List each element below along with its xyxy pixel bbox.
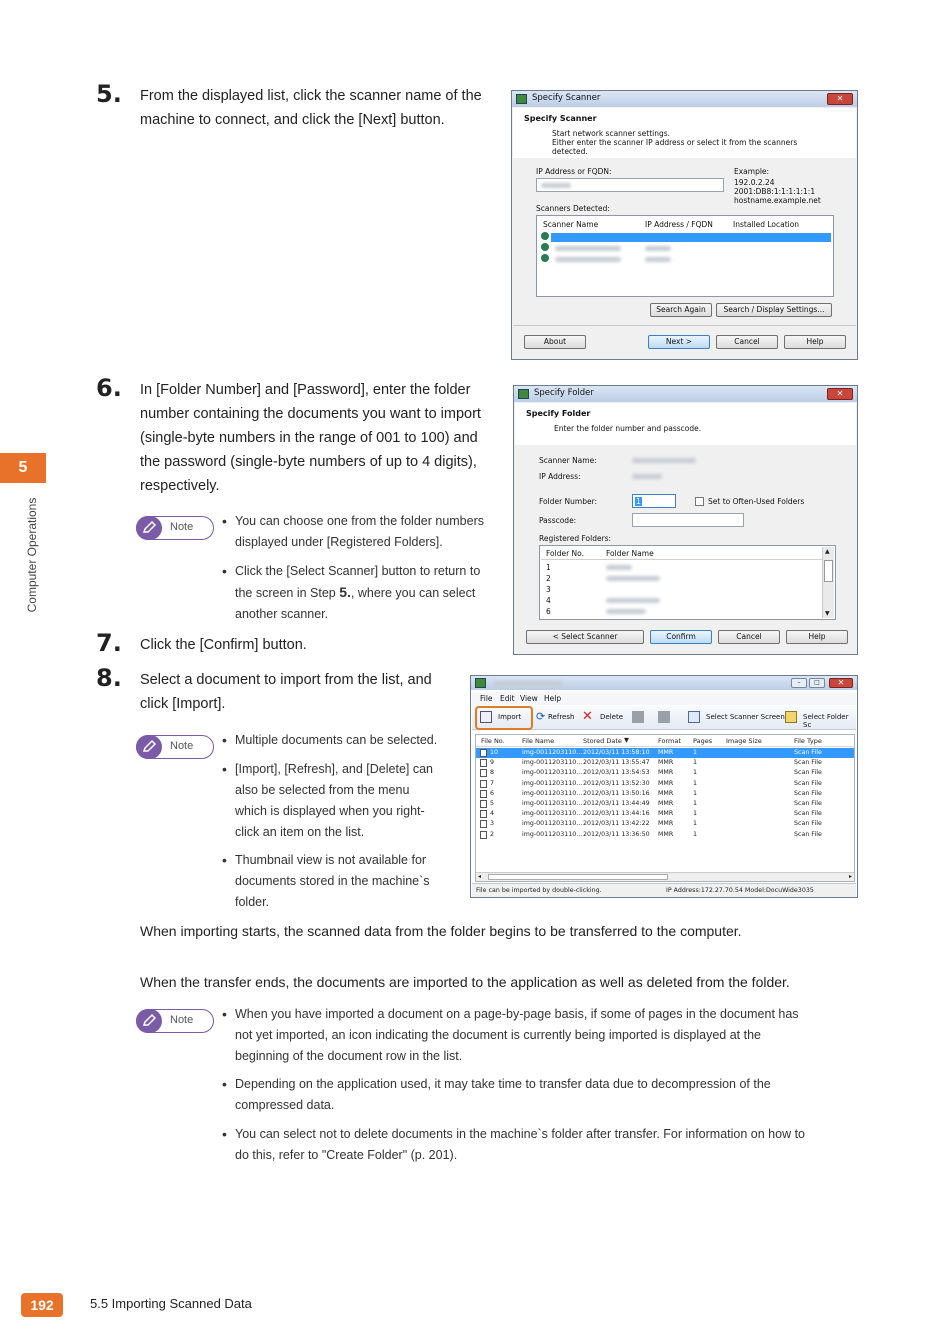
page-number: 192: [21, 1293, 63, 1317]
document-row[interactable]: [476, 830, 854, 840]
final-note-bullet-1: • When you have imported a document on a page-by-page basis, if some of pages in the document has not yet imported, an icon indicating the document is currently being imported is displayed at the beginning of the document row in the list.: [235, 1004, 799, 1067]
search-display-settings-button[interactable]: Search / Display Settings...: [716, 303, 832, 317]
step-6-text: In [Folder Number] and [Password], enter the folder number containing the documents you want to import (single-byte numbers in the range of 001 to 100) and the password (single-byte numbers of up to 4 digits), respectively.: [140, 382, 481, 494]
cell-pages: 1: [693, 769, 698, 777]
document-list[interactable]: [475, 734, 855, 882]
cell-format: MMR: [658, 789, 674, 797]
scroll-thumb[interactable]: [824, 560, 833, 582]
status-left: File can be imported by double-clicking.: [476, 887, 602, 894]
specify-scanner-window: [511, 90, 858, 360]
column-ip-address[interactable]: IP Address / FQDN: [645, 220, 713, 229]
document-icon: [480, 780, 487, 788]
document-icon: [480, 749, 487, 757]
sort-down-icon[interactable]: ▼: [624, 736, 629, 744]
document-icon: [480, 759, 487, 767]
refresh-button[interactable]: Refresh: [548, 713, 575, 721]
document-row[interactable]: [476, 758, 854, 768]
cell-format: MMR: [658, 759, 674, 767]
dialog-heading: Specify Folder: [526, 409, 591, 418]
help-button[interactable]: Help: [786, 630, 848, 644]
cell-name: img-0011203110...: [522, 779, 583, 787]
cell-type: Scan File: [794, 769, 822, 777]
select-scanner-button[interactable]: < Select Scanner: [526, 630, 644, 644]
cell-no: 4: [490, 810, 495, 818]
scroll-left-icon[interactable]: ◂: [478, 873, 482, 880]
document-icon: [480, 800, 487, 808]
note-badge: Note: [136, 1009, 214, 1033]
divider: [513, 325, 856, 326]
often-used-label: Set to Often-Used Folders: [708, 497, 805, 506]
column-folder-name[interactable]: Folder Name: [606, 549, 654, 558]
cell-no: 7: [490, 779, 495, 787]
column-stored-date[interactable]: Stored Date: [583, 737, 622, 745]
cell-type: Scan File: [794, 789, 822, 797]
paragraph-import-start: When importing starts, the scanned data from the folder begins to be transferred to the computer.: [140, 923, 742, 939]
app-icon: [518, 389, 529, 399]
delete-icon[interactable]: ✕: [582, 709, 593, 724]
note6-bullet-1: • You can choose one from the folder numbers displayed under [Registered Folders].: [235, 511, 484, 553]
cell-type: Scan File: [794, 830, 822, 838]
step-5-number: 5.: [96, 80, 122, 108]
scanner-name-label: Scanner Name:: [539, 456, 597, 465]
note6-bullet-2: • Click the [Select Scanner] button to return to the screen in Step 5., where you can select another scanner.: [235, 561, 480, 625]
folder-row[interactable]: 2: [546, 574, 551, 583]
scroll-right-icon[interactable]: ▸: [848, 873, 852, 880]
title-bar: [471, 676, 857, 690]
cell-date: 2012/03/11 13:55:47: [583, 759, 650, 767]
cell-type: Scan File: [794, 800, 822, 807]
scanners-detected-label: Scanners Detected:: [536, 204, 610, 213]
menu-view[interactable]: View: [520, 694, 538, 703]
cell-date: 2012/03/11 13:36:50: [583, 830, 650, 838]
column-image-size[interactable]: Image Size: [726, 737, 762, 745]
dialog-description: Enter the folder number and passcode.: [554, 424, 702, 433]
column-folder-no[interactable]: Folder No.: [546, 549, 585, 558]
next-button[interactable]: Next >: [648, 335, 710, 349]
document-icon: [480, 831, 487, 839]
delete-button[interactable]: Delete: [600, 713, 623, 721]
import-icon[interactable]: [480, 711, 492, 723]
cell-name: img-0011203110...: [522, 789, 583, 797]
folder-icon[interactable]: [785, 711, 797, 723]
cell-date: 2012/03/11 13:44:49: [583, 800, 650, 807]
step-7-number: 7.: [96, 629, 122, 657]
step-8-number: 8.: [96, 664, 122, 692]
cell-pages: 1: [693, 810, 698, 818]
cell-date: 2012/03/11 13:58:10: [583, 749, 650, 756]
note8-bullet-1: • Multiple documents can be selected.: [235, 730, 437, 751]
folder-row[interactable]: 4: [546, 596, 551, 605]
document-icon: [480, 820, 487, 828]
window-title: Specify Folder: [534, 388, 594, 398]
column-pages[interactable]: Pages: [693, 737, 713, 745]
cell-date: 2012/03/11 13:42:22: [583, 820, 650, 828]
dialog-heading: Specify Scanner: [524, 114, 597, 123]
cell-format: MMR: [658, 769, 674, 777]
about-button[interactable]: About: [524, 335, 586, 349]
cell-pages: 1: [693, 830, 698, 838]
column-scanner-name[interactable]: Scanner Name: [543, 220, 599, 229]
cell-date: 2012/03/11 13:54:53: [583, 769, 650, 777]
cell-name: img-0011203110...: [522, 810, 583, 818]
registered-folders-list[interactable]: [539, 545, 836, 620]
final-note-bullet-2: • Depending on the application used, it may take time to transfer data due to decompression of the compressed data.: [235, 1074, 771, 1116]
cell-no: 9: [490, 759, 495, 767]
column-file-no[interactable]: File No.: [481, 737, 505, 745]
cell-pages: 1: [693, 789, 698, 797]
cell-name: img-0011203110...: [522, 769, 583, 777]
app-icon: [475, 678, 486, 688]
column-format[interactable]: Format: [658, 737, 681, 745]
refresh-icon[interactable]: ⟳: [536, 710, 546, 723]
column-file-name[interactable]: File Name: [522, 737, 555, 745]
minimize-icon[interactable]: –: [791, 678, 807, 688]
window-title: Specify Scanner: [532, 93, 601, 103]
cell-name: img-0011203110...: [522, 820, 583, 828]
cell-date: 2012/03/11 13:44:16: [583, 810, 650, 818]
help-button[interactable]: Help: [784, 335, 846, 349]
cell-no: 3: [490, 820, 495, 828]
cell-no: 6: [490, 789, 495, 797]
ip-address-label: IP Address or FQDN:: [536, 167, 612, 176]
cell-format: MMR: [658, 779, 674, 787]
title-bar: [514, 386, 857, 402]
cell-pages: 1: [693, 820, 698, 828]
cell-name: img-0011203110...: [522, 830, 583, 838]
column-installed-location[interactable]: Installed Location: [733, 220, 800, 229]
cell-pages: 1: [693, 759, 698, 767]
example-values: 192.0.2.24 2001:DB8:1:1:1:1:1:1 hostname.example.net: [734, 178, 821, 205]
close-icon[interactable]: ✕: [827, 93, 853, 105]
ip-address-label: IP Address:: [539, 472, 581, 481]
column-file-type[interactable]: File Type: [794, 737, 822, 745]
close-icon[interactable]: ✕: [827, 388, 853, 400]
pencil-icon: [136, 516, 162, 540]
scroll-up-icon[interactable]: ▲: [825, 548, 830, 555]
note8-bullet-3: • Thumbnail view is not available for documents stored in the machine`s folder.: [235, 850, 430, 913]
document-row[interactable]: [476, 809, 854, 819]
pencil-icon: [136, 1009, 162, 1033]
often-used-checkbox[interactable]: [695, 497, 704, 506]
registered-folders-label: Registered Folders:: [539, 534, 612, 543]
dialog-description: Start network scanner settings. Either enter the scanner IP address or select it from the scanners detected.: [552, 129, 798, 156]
cell-format: MMR: [658, 830, 674, 838]
footer-section: 5.5 Importing Scanned Data: [90, 1296, 252, 1311]
status-right: IP Address:172.27.70.54 Model:DocuWide3035: [666, 887, 814, 894]
document-row[interactable]: [476, 779, 854, 789]
maximize-icon[interactable]: □: [809, 678, 825, 688]
passcode-input[interactable]: [632, 513, 744, 527]
step-8-text: Select a document to import from the list, and click [Import].: [140, 672, 432, 712]
cell-name: img-0011203110...: [522, 749, 583, 756]
document-list-window: [470, 675, 858, 898]
ip-address-input[interactable]: [536, 178, 724, 192]
folder-row[interactable]: 1: [546, 563, 551, 572]
menu-help[interactable]: Help: [544, 694, 562, 703]
scanner-screen-icon[interactable]: [688, 711, 700, 723]
scanner-icon: [541, 254, 549, 262]
cell-no: 8: [490, 769, 495, 777]
cell-format: MMR: [658, 820, 674, 828]
horizontal-scrollbar[interactable]: [476, 872, 854, 881]
note8-bullet-2: • [Import], [Refresh], and [Delete] can also be selected from the menu which is displayed when you right- click an item on the list.: [235, 759, 433, 843]
select-scanner-screen-button[interactable]: Select Scanner Screen: [706, 713, 785, 721]
confirm-button[interactable]: Confirm: [650, 630, 712, 644]
menu-edit[interactable]: Edit: [500, 694, 515, 703]
cancel-button[interactable]: Cancel: [716, 335, 778, 349]
cell-no: 2: [490, 830, 495, 838]
view-icon[interactable]: [658, 711, 670, 723]
chapter-tab: 5: [0, 453, 46, 483]
cell-no: 10: [490, 749, 499, 756]
scanner-list[interactable]: [536, 215, 834, 297]
cell-name: img-0011203110...: [522, 800, 583, 807]
cell-type: Scan File: [794, 749, 822, 756]
note-badge: Note: [136, 735, 214, 759]
view-icon[interactable]: [632, 711, 644, 723]
cell-format: MMR: [658, 800, 674, 807]
cell-pages: 1: [693, 749, 698, 756]
scanner-icon: [541, 232, 549, 240]
cell-date: 2012/03/11 13:52:30: [583, 779, 650, 787]
close-icon[interactable]: ✕: [829, 678, 853, 688]
select-folder-button[interactable]: Select Folder Sc: [803, 713, 849, 729]
specify-folder-window: [513, 385, 858, 655]
document-icon: [480, 769, 487, 777]
cell-date: 2012/03/11 13:50:16: [583, 789, 650, 797]
document-row[interactable]: [476, 768, 854, 778]
cell-pages: 1: [693, 779, 698, 787]
step-7-text: Click the [Confirm] button.: [140, 637, 307, 653]
app-icon: [516, 94, 527, 104]
selected-scanner-row[interactable]: [551, 233, 831, 242]
pencil-icon: [136, 735, 162, 759]
menu-bar: [472, 692, 856, 705]
final-note-bullet-3: • You can select not to delete documents in the machine`s folder after transfer. For information on how to do this, refer to "Create Folder" (p. 201).: [235, 1124, 805, 1166]
list-scrollbar[interactable]: [822, 547, 834, 618]
document-row[interactable]: [476, 799, 854, 809]
cell-type: Scan File: [794, 820, 822, 828]
passcode-label: Passcode:: [539, 516, 577, 525]
document-icon: [480, 810, 487, 818]
status-bar: [472, 883, 856, 897]
cell-type: Scan File: [794, 810, 822, 818]
cancel-button[interactable]: Cancel: [718, 630, 780, 644]
step-6-number: 6.: [96, 374, 122, 402]
cell-pages: 1: [693, 800, 698, 807]
folder-number-label: Folder Number:: [539, 497, 598, 506]
cell-name: img-0011203110...: [522, 759, 583, 767]
note-badge: Note: [136, 516, 214, 540]
cell-type: Scan File: [794, 759, 822, 767]
scanner-icon: [541, 243, 549, 251]
menu-file[interactable]: File: [480, 694, 493, 703]
scroll-down-icon[interactable]: ▼: [825, 610, 830, 617]
document-row[interactable]: [476, 819, 854, 829]
title-bar: [512, 91, 857, 107]
cell-type: Scan File: [794, 779, 822, 787]
example-label: Example:: [734, 167, 770, 176]
document-row[interactable]: [476, 748, 854, 758]
chapter-label: Computer Operations: [25, 497, 39, 613]
folder-row[interactable]: 6: [546, 607, 551, 616]
import-button[interactable]: Import: [498, 713, 522, 721]
scroll-thumb[interactable]: [488, 874, 668, 880]
step-5-text: From the displayed list, click the scanner name of the machine to connect, and click the [Next] button.: [140, 88, 482, 128]
folder-row[interactable]: 3: [546, 585, 551, 594]
document-icon: [480, 790, 487, 798]
paragraph-transfer-end: When the transfer ends, the documents are imported to the application as well as deleted from the folder.: [140, 974, 790, 990]
search-again-button[interactable]: Search Again: [650, 303, 712, 317]
cell-format: MMR: [658, 810, 674, 818]
cell-format: MMR: [658, 749, 674, 756]
cell-no: 5: [490, 800, 495, 807]
document-row[interactable]: [476, 789, 854, 799]
toolbar: [472, 706, 856, 730]
folder-number-input[interactable]: 1: [632, 494, 676, 508]
